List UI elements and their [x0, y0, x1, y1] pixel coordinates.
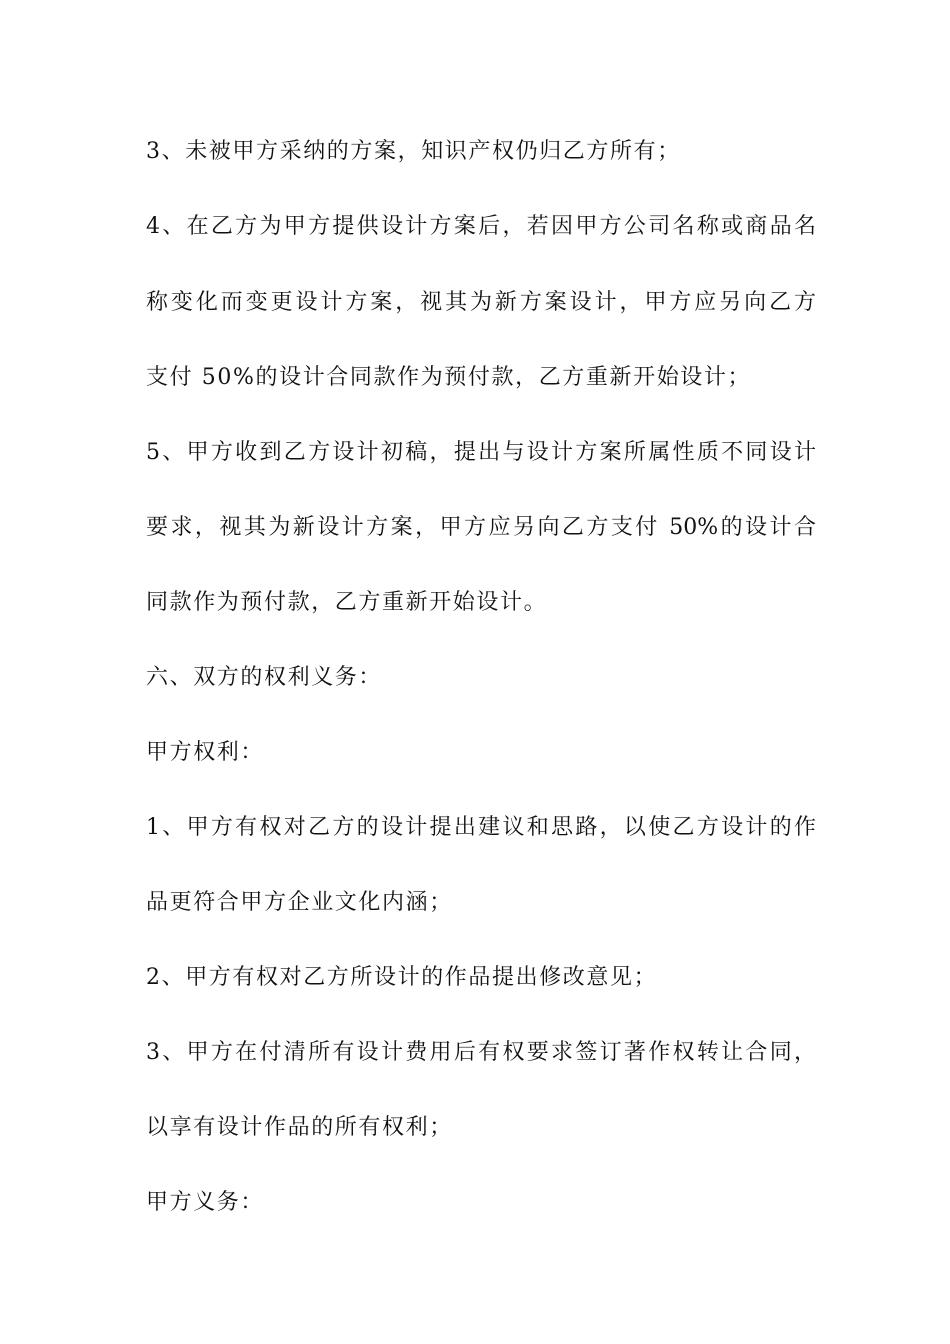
clause-line: 同款作为预付款，乙方重新开始设计。 [146, 590, 548, 615]
clause-line: 支付 50%的设计合同款作为预付款，乙方重新开始设计； [146, 365, 752, 390]
clause-line: 品更符合甲方企业文化内涵； [146, 890, 453, 915]
clause-line: 1、甲方有权对乙方的设计提出建议和思路，以使乙方设计的作 [146, 815, 816, 840]
clause-line: 称变化而变更设计方案，视其为新方案设计，甲方应另向乙方 [146, 290, 816, 315]
clause-line: 2、甲方有权对乙方所设计的作品提出修改意见； [146, 965, 658, 990]
section-heading: 六、双方的权利义务： [146, 665, 383, 690]
clause-line: 5、甲方收到乙方设计初稿，提出与设计方案所属性质不同设计 [146, 440, 816, 465]
clause-line: 3、甲方在付清所有设计费用后有权要求签订著作权转让合同， [146, 1040, 816, 1065]
clause-line: 要求，视其为新设计方案，甲方应另向乙方支付 50%的设计合 [146, 515, 816, 540]
clause-line: 以享有设计作品的所有权利； [146, 1115, 453, 1140]
clause-line: 4、在乙方为甲方提供设计方案后，若因甲方公司名称或商品名 [146, 214, 816, 239]
subsection-heading: 甲方权利： [146, 740, 265, 765]
clause-line: 3、未被甲方采纳的方案，知识产权仍归乙方所有； [146, 139, 681, 164]
subsection-heading: 甲方义务： [146, 1190, 265, 1215]
